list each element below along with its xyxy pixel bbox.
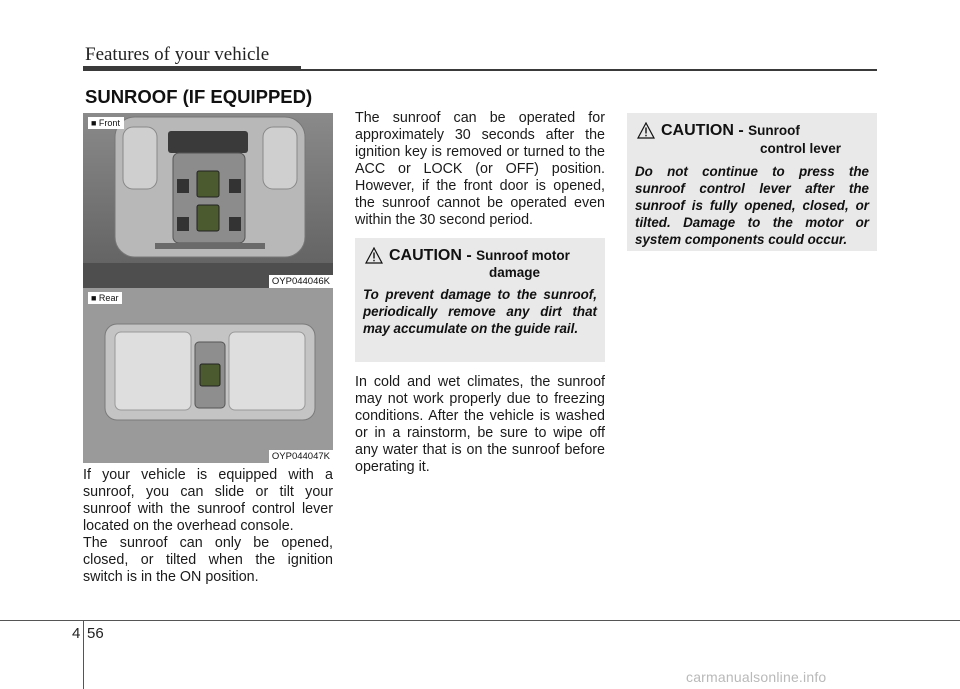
caution-body: Do not continue to press the sunroof control lever after the sunroof is fully opened, closed, or tilted. Damage to the motor or system components could occur. [635,164,869,247]
col2-paragraph-2: In cold and wet climates, the sunroof may not work properly due to freezing conditions. After the vehicle is washed or in a rainstorm, be sure to wipe off any water that is on the sunroof before operating it. [355,374,605,475]
caution-title-line1: Sunroof [748,123,800,138]
header-rule-dark [83,66,301,71]
front-photo-tag: ■ Front [88,117,124,129]
caution-title-line2: damage [489,265,541,280]
footer-rule [0,620,960,621]
section-title: SUNROOF (IF EQUIPPED) [85,86,313,107]
rear-console-illustration [83,288,333,463]
caution-heading [389,247,570,265]
footer-divider [83,621,84,689]
caution-title-line1: Sunroof motor [476,248,570,263]
front-console-photo [83,113,333,288]
caution-heading [661,122,800,140]
watermark: carmanualsonline.info [686,669,827,685]
caution-label: CAUTION - [661,122,744,139]
rear-console-photo [83,288,333,463]
caution-box-lever [627,113,877,251]
header-title: Features of your vehicle [85,44,270,65]
header-rule [301,69,877,71]
front-photo-code: OYP044046K [269,275,333,288]
caution-title-line2: control lever [760,141,842,156]
warning-triangle-icon [637,122,655,139]
caution-body: To prevent damage to the sunroof, periodically remove any dirt that may accumulate on the guide rail. [363,287,597,336]
chapter-number: 4 [72,625,81,642]
col1-paragraph-1: If your vehicle is equipped with a sunroof, you can slide or tilt your sunroof with the sunroof control lever located on the overhead console. [83,467,333,534]
col1-paragraph-2: The sunroof can only be opened, closed, or tilted when the ignition switch is in the ON position. [83,535,333,585]
col2-paragraph-1: The sunroof can be operated for approximately 30 seconds after the ignition key is removed or turned to the ACC or LOCK (or OFF) position. However, if the front door is opened, the sunroof cannot be operated even within the 30 second period. [355,110,605,228]
rear-photo-code: OYP044047K [269,450,333,463]
page-number: 56 [87,625,104,642]
caution-box-motor [355,238,605,362]
rear-photo-tag: ■ Rear [88,292,122,304]
warning-triangle-icon [365,247,383,264]
front-console-illustration [83,113,333,288]
caution-label: CAUTION - [389,247,472,264]
